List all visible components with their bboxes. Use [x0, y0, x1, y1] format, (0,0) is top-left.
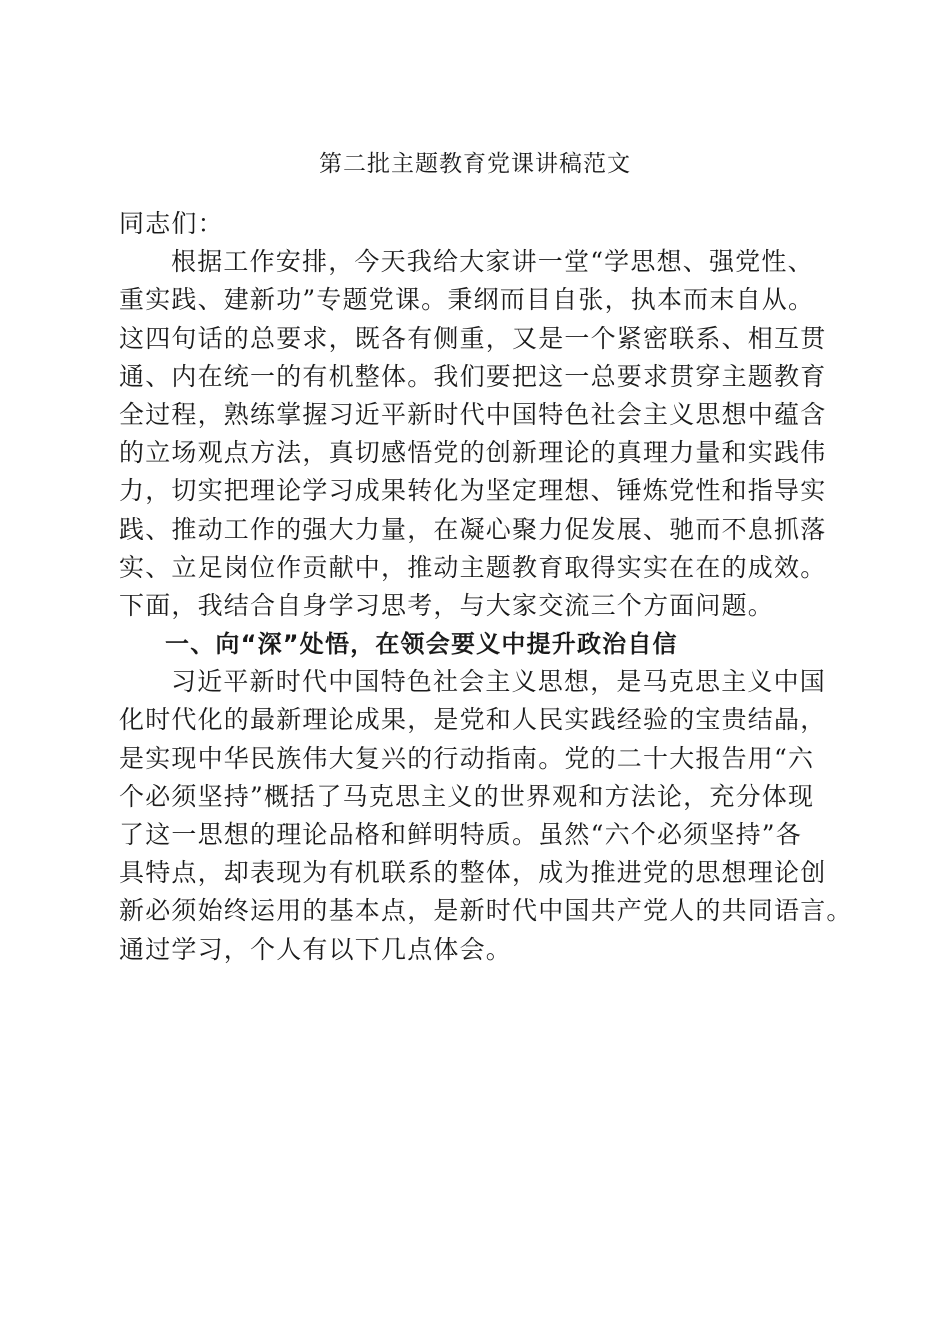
paragraph-line: 根据工作安排，今天我给大家讲一堂“学思想、强党性、: [171, 247, 814, 277]
salutation: 同志们：: [119, 209, 224, 238]
paragraph-line: 的立场观点方法，真切感悟党的创新理论的真理力量和实践伟: [119, 438, 827, 468]
document-body: [119, 205, 853, 969]
paragraph-line: 具特点，却表现为有机联系的整体，成为推进党的思想理论创: [119, 858, 827, 888]
paragraph-line: 习近平新时代中国特色社会主义思想，是马克思主义中国: [171, 667, 827, 697]
paragraph-line: 实、立足岗位作贡献中，推动主题教育取得实实在在的成效。: [119, 552, 827, 582]
paragraph-line: 通、内在统一的有机整体。我们要把这一总要求贯穿主题教育: [119, 361, 827, 391]
paragraph-line: 全过程，熟练掌握习近平新时代中国特色社会主义思想中蕴含: [119, 399, 827, 429]
paragraph-line: 了这一思想的理论品格和鲜明特质。虽然“六个必须坚持”各: [119, 820, 802, 849]
section-heading: 一、向“深”处悟，在领会要义中提升政治自信: [165, 630, 678, 659]
paragraph-line: 通过学习，个人有以下几点体会。: [119, 934, 513, 964]
paragraph-line: 化时代化的最新理论成果，是党和人民实践经验的宝贵结晶，: [119, 705, 827, 735]
paragraph-line: 新必须始终运用的基本点，是新时代中国共产党人的共同语言。: [119, 896, 853, 926]
paragraph-line: 下面，我结合自身学习思考，与大家交流三个方面问题。: [119, 590, 775, 620]
paragraph-line: 力，切实把理论学习成果转化为坚定理想、锤炼党性和指导实: [119, 476, 827, 506]
paragraph-line: 重实践、建新功”专题党课。秉纲而目自张，执本而末自从。: [119, 285, 815, 315]
paragraph-line: 个必须坚持”概括了马克思主义的世界观和方法论，充分体现: [119, 781, 815, 811]
paragraph-line: 这四句话的总要求，既各有侧重，又是一个紧密联系、相互贯: [119, 323, 827, 353]
paragraph-line: 是实现中华民族伟大复兴的行动指南。党的二十大报告用“六: [119, 743, 815, 773]
document-title: 第二批主题教育党课讲稿范文: [319, 151, 631, 177]
paragraph-line: 践、推动工作的强大力量，在凝心聚力促发展、驰而不息抓落: [119, 514, 827, 544]
